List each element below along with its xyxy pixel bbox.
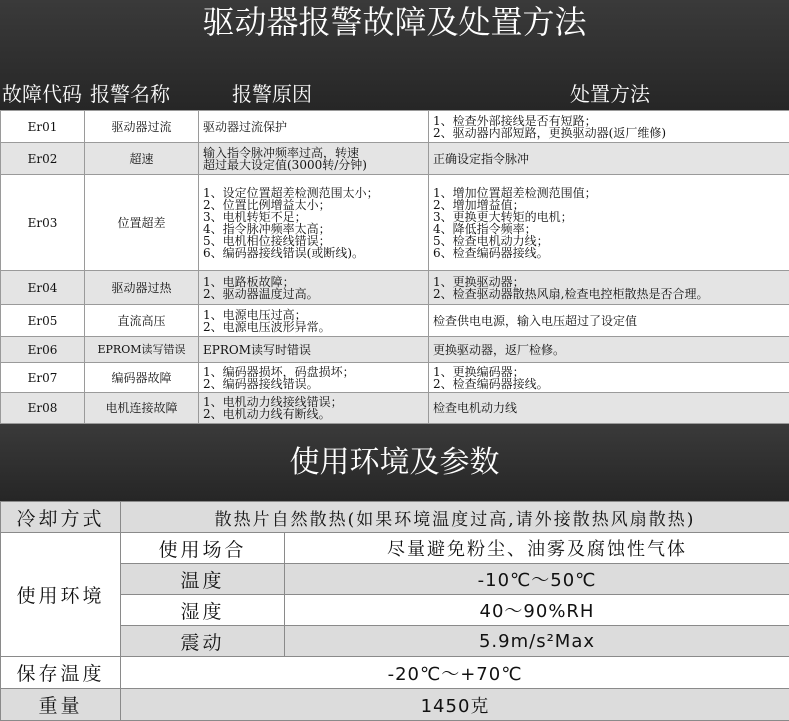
table-row [1, 143, 789, 175]
table-row [1, 337, 789, 363]
header-action: 处置方法 [570, 78, 650, 107]
env-row-value: 40～90%RH [285, 595, 789, 626]
fault-name: 位置超差 [85, 175, 199, 271]
fault-code: Er06 [1, 337, 85, 363]
fault-name: 直流高压 [85, 305, 199, 337]
table-row [1, 271, 789, 305]
fault-code: Er08 [1, 393, 85, 424]
fault-cause: 1、编码器损坏，码盘损坏； 2、编码器接线错误。 [199, 363, 429, 393]
fault-action: 更换驱动器，返厂检修。 [429, 337, 789, 363]
fault-section-title: 驱动器报警故障及处置方法 [0, 0, 789, 44]
fault-action: 正确设定指令脉冲 [429, 143, 789, 175]
fault-name: 超速 [85, 143, 199, 175]
table-row [1, 657, 789, 689]
table-row [1, 393, 789, 424]
storage-value: -20℃～+70℃ [121, 657, 789, 689]
cooling-value: 散热片自然散热(如果环境温度过高,请外接散热风扇散热) [121, 502, 789, 533]
fault-cause: 1、设定位置超差检测范围太小； 2、位置比例增益太小； 3、电机转矩不足； 4、指令脉冲频率太高； 5、电机相位接线错误； 6、编码器接线错误(或断线)。 [199, 175, 429, 271]
fault-cause: 1、电路板故障； 2、驱动器温度过高。 [199, 271, 429, 305]
env-row-label: 使用场合 [121, 533, 285, 564]
fault-cause: EPROM读写时错误 [199, 337, 429, 363]
env-row-value: 5.9m/s²Max [285, 626, 789, 657]
fault-cause: 驱动器过流保护 [199, 111, 429, 143]
fault-code: Er07 [1, 363, 85, 393]
fault-name: 编码器故障 [85, 363, 199, 393]
env-section-title: 使用环境及参数 [0, 424, 789, 501]
table-row [1, 175, 789, 271]
fault-action: 检查电机动力线 [429, 393, 789, 424]
fault-name: 驱动器过热 [85, 271, 199, 305]
table-row [1, 111, 789, 143]
storage-label: 保存温度 [1, 657, 121, 689]
fault-code: Er04 [1, 271, 85, 305]
table-row [1, 305, 789, 337]
fault-name: EPROM读写错误 [85, 337, 199, 363]
fault-action: 1、更换驱动器； 2、检查驱动器散热风扇,检查电控柜散热是否合理。 [429, 271, 789, 305]
fault-action: 1、检查外部接线是否有短路； 2、驱动器内部短路，更换驱动器(返厂维修) [429, 111, 789, 143]
fault-action: 1、更换编码器； 2、检查编码器接线。 [429, 363, 789, 393]
env-label: 使用环境 [1, 533, 121, 657]
fault-action: 1、增加位置超差检测范围值； 2、增加增益值； 3、更换更大转矩的电机； 4、降低指令频率； 5、检查电机动力线； 6、检查编码器接线。 [429, 175, 789, 271]
env-row-label: 湿度 [121, 595, 285, 626]
cooling-label: 冷却方式 [1, 502, 121, 533]
env-row-value: -10℃～50℃ [285, 564, 789, 595]
header-fault-code: 故障代码 [2, 78, 82, 107]
fault-cause: 输入指令脉冲频率过高，转速 超过最大设定值(3000转/分钟) [199, 143, 429, 175]
fault-code: Er02 [1, 143, 85, 175]
env-table [0, 501, 789, 721]
fault-code: Er05 [1, 305, 85, 337]
weight-value: 1450克 [121, 689, 789, 721]
weight-label: 重量 [1, 689, 121, 721]
fault-column-headers [0, 76, 789, 110]
header-alarm-name: 报警名称 [90, 78, 170, 107]
fault-code: Er01 [1, 111, 85, 143]
env-row-label: 温度 [121, 564, 285, 595]
fault-action: 检查供电电源，输入电压超过了设定值 [429, 305, 789, 337]
table-row [1, 689, 789, 721]
fault-section-header [0, 0, 789, 110]
env-row-label: 震动 [121, 626, 285, 657]
fault-cause: 1、电机动力线接线错误； 2、电机动力线有断线。 [199, 393, 429, 424]
fault-table [0, 110, 789, 424]
fault-name: 驱动器过流 [85, 111, 199, 143]
fault-cause: 1、电源电压过高； 2、电源电压波形异常。 [199, 305, 429, 337]
header-alarm-cause: 报警原因 [232, 78, 312, 107]
table-row [1, 363, 789, 393]
fault-name: 电机连接故障 [85, 393, 199, 424]
table-row [1, 533, 789, 564]
fault-code: Er03 [1, 175, 85, 271]
env-section-header [0, 424, 789, 501]
env-row-value: 尽量避免粉尘、油雾及腐蚀性气体 [285, 533, 789, 564]
table-row [1, 502, 789, 533]
